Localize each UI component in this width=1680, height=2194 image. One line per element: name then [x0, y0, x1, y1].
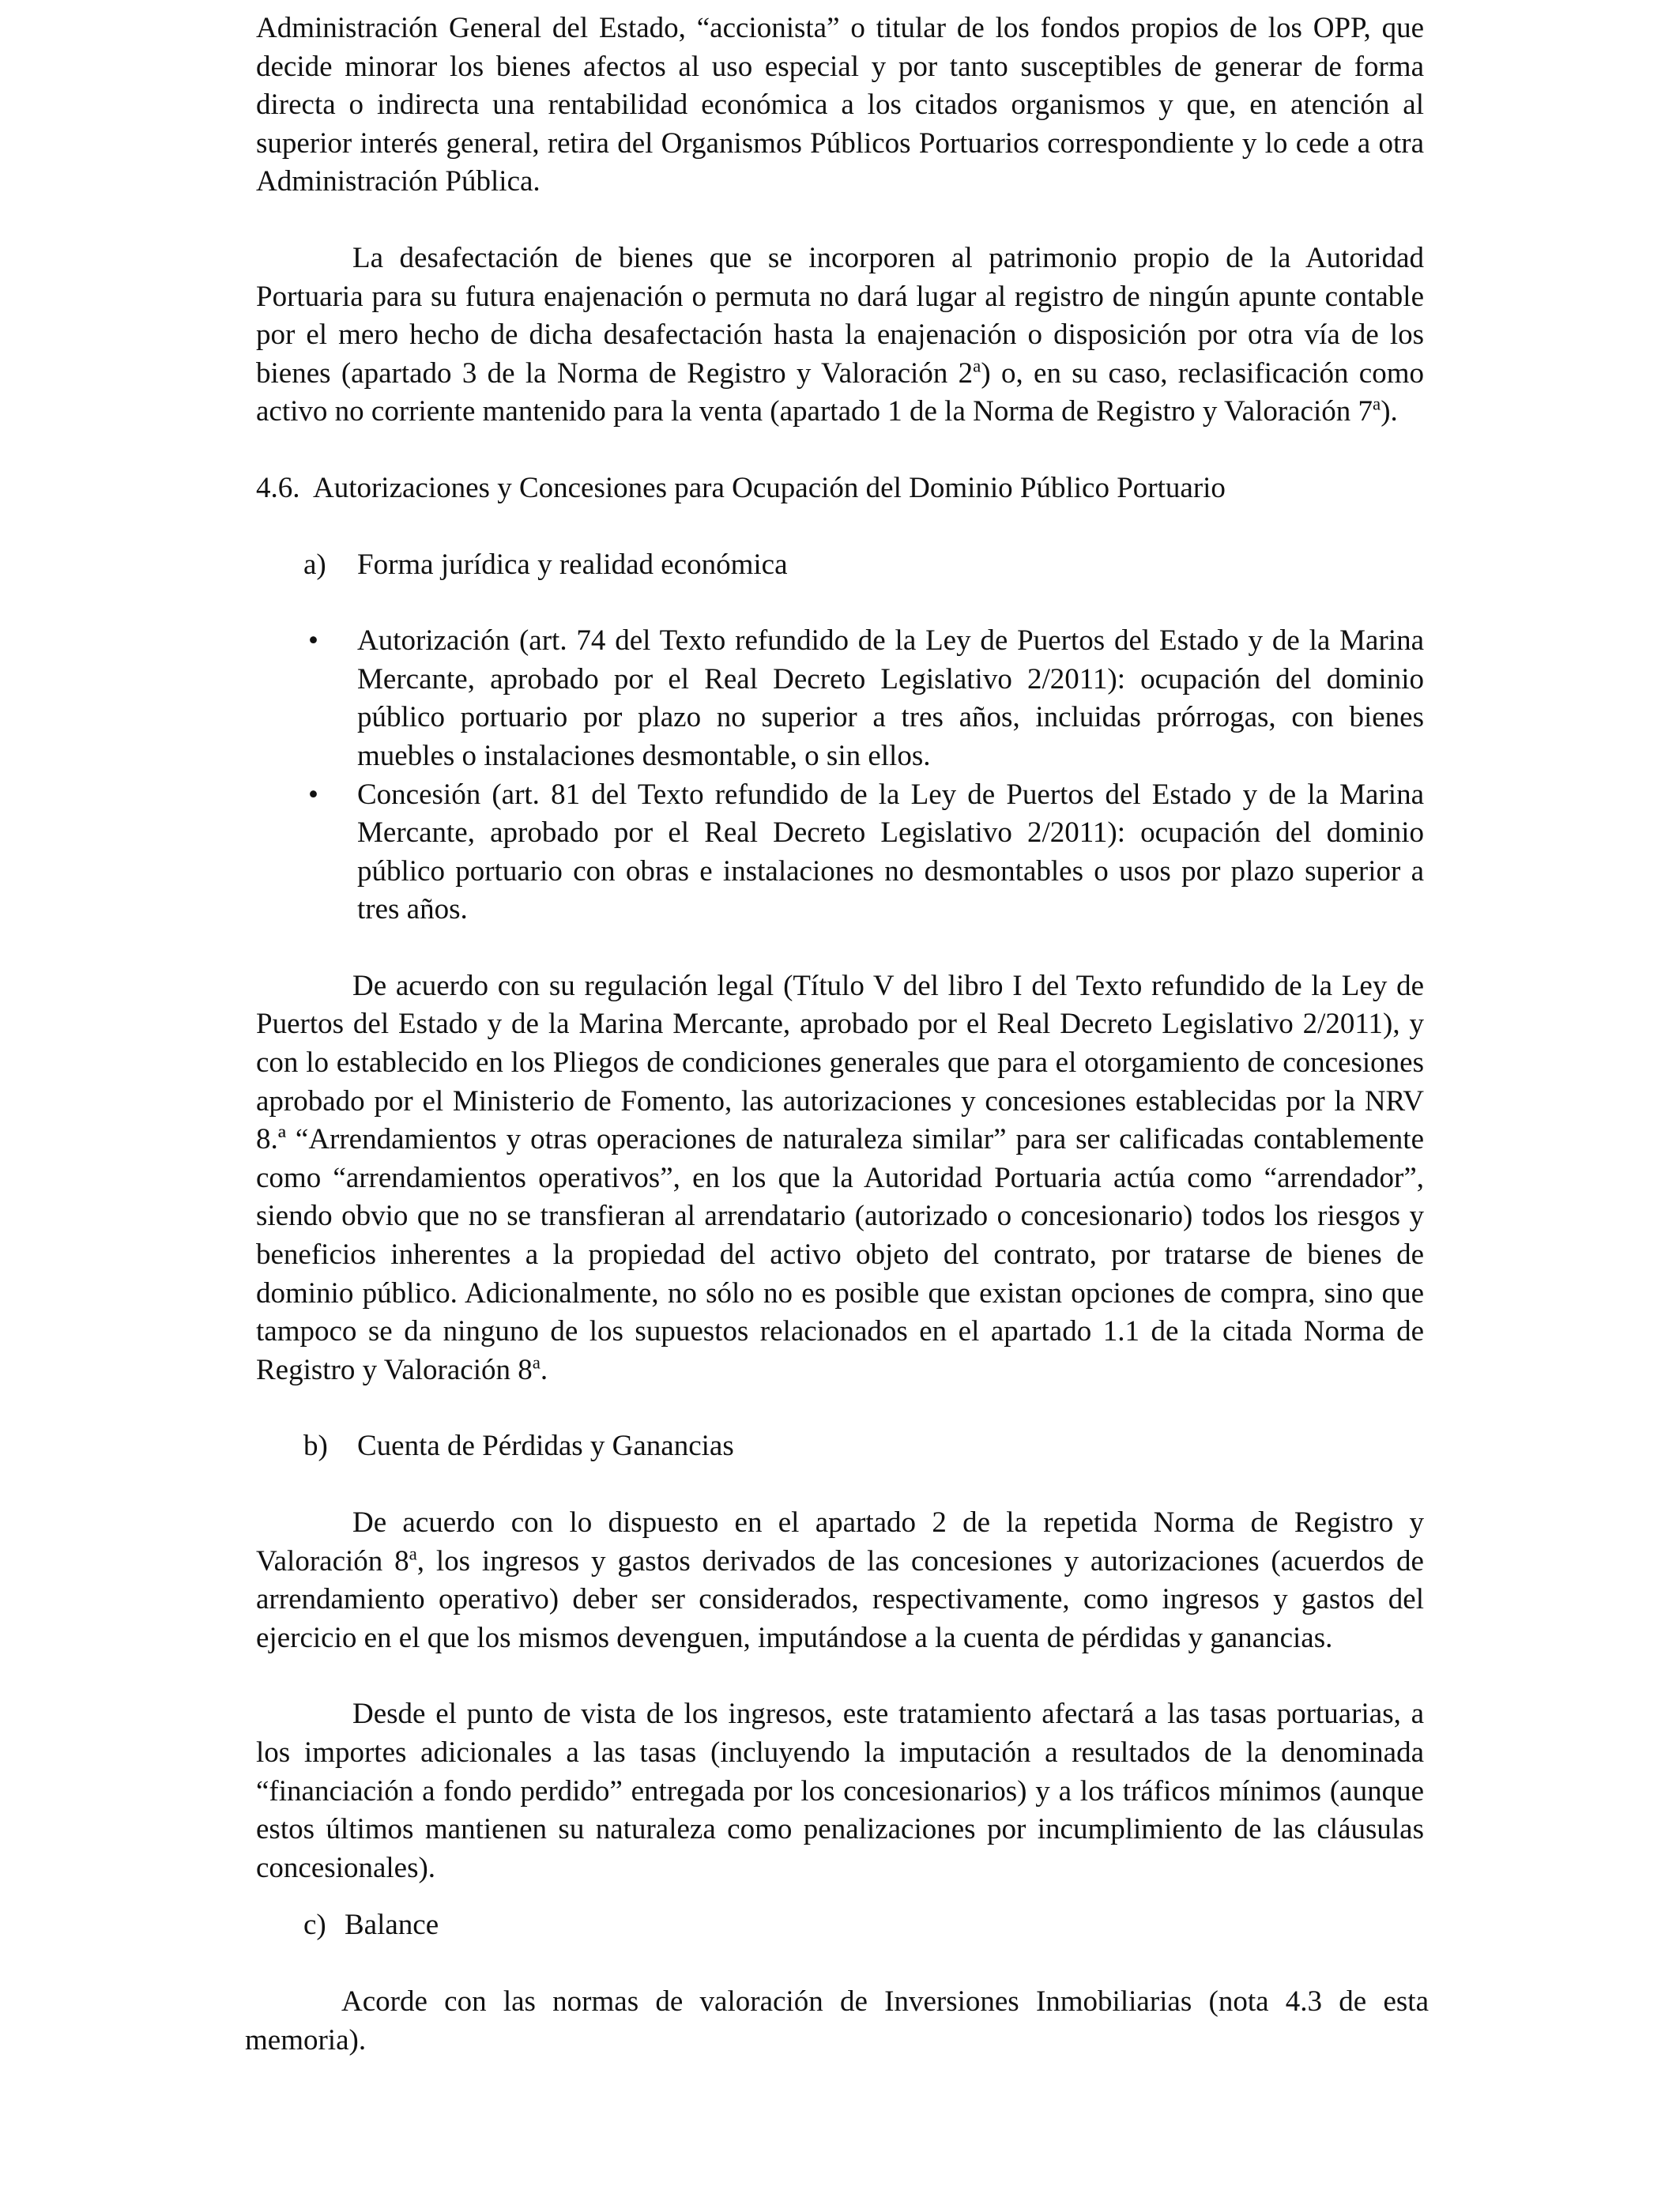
subsection-c-heading — [303, 1906, 1424, 1945]
bullet-item-autorizacion — [256, 622, 1424, 775]
subsection-marker: a) — [303, 548, 326, 581]
paragraph-regulacion-text: De acuerdo con su regulación legal (Título V del libro I del Texto refundido de la Ley de Puertos del Estado y de la Marina Mercante, aprobado por el Real Decreto Legislativo 2/2011), y con lo establecido en los Pliegos de condiciones generales que para el otorgamiento de concesiones aprobado por el Ministerio de Fomento, las autorizaciones y concesiones establecidas por la NRV 8.ª “Arrendamientos y otras operaciones de naturaleza similar” para ser calificadas contablemente como “arrendamientos operativos”, en los que la Autoridad Portuaria actúa como “arrendador”, siendo obvio que no se transfieran al arrendatario (autorizado o concesionario) todos los riesgos y beneficios inherentes a la propiedad del activo objeto del contrato, por tratarse de bienes de dominio público. Adicionalmente, no sólo no es posible que existan opciones de compra, sino que tampoco se da ninguno de los supuestos relacionados en el apartado 1.1 de la citada Norma de Registro y Valoración 8 — [256, 969, 1424, 1386]
superscript-a: a — [973, 356, 981, 375]
subsection-b-heading — [303, 1427, 1424, 1466]
subsection-a-heading — [303, 546, 1424, 585]
paragraph-ingresos: Desde el punto de vista de los ingresos, este tratamiento afectará a las tasas portuarias, a los importes adicionales a las tasas (incluyendo la imputación a resultados de la denominada “financiación a fondo perdido” entregada por los concesionarios) y a los tráficos mínimos (aunque estos últimos mantienen su naturaleza como penalizaciones por incumplimiento de las cláusulas concesionales). — [256, 1698, 1424, 1884]
section-number: 4.6. — [256, 471, 300, 504]
bullet-icon: • — [308, 624, 318, 658]
superscript-a: a — [409, 1543, 417, 1563]
paragraph-regulacion — [256, 967, 1424, 1390]
paragraph-norma-registro — [256, 1504, 1424, 1657]
subsection-title: Balance — [345, 1909, 439, 1942]
paragraph-norma-text-b: , los ingresos y gastos derivados de las concesiones y autorizaciones (acuerdos de arrendamiento operativo) deber ser considerados, respectivamente, como ingresos y gastos del ejercicio en el que los mismos devenguen, imputándose a la cuenta de pérdidas y ganancias. — [256, 1544, 1424, 1654]
superscript-a: a — [1373, 394, 1381, 414]
bullet-item-concesion — [256, 776, 1424, 929]
subsection-marker: b) — [303, 1430, 328, 1463]
bullet-icon: • — [308, 778, 318, 811]
paragraph-balance: Acorde con las normas de valoración de Inversiones Inmobiliarias (nota 4.3 de esta memoria). — [245, 1985, 1429, 2056]
superscript-a: a — [532, 1352, 541, 1373]
bullet-text: Concesión (art. 81 del Texto refundido de la Ley de Puertos del Estado y de la Marina Mercante, aprobado por el Real Decreto Legislativo 2/2011): ocupación del dominio público portuario con obras e instalaciones no desmontables o usos por plazo superior a tres años. — [357, 778, 1424, 926]
subsection-marker: c) — [303, 1909, 326, 1942]
paragraph-norma-text-a: De acuerdo con lo dispuesto en el apartado 2 de la repetida Norma de Registro y Valoración 8 — [256, 1506, 1424, 1578]
bullet-text: Autorización (art. 74 del Texto refundido de la Ley de Puertos del Estado y de la Marina Mercante, aprobado por el Real Decreto Legislativo 2/2011): ocupación del dominio público portuario por plazo no superior a tres años, incluidas prórrogas, con bienes muebles o instalaciones desmontable, o sin ellos. — [357, 624, 1424, 772]
section-heading — [256, 469, 1424, 508]
paragraph-regulacion-end: . — [540, 1353, 548, 1386]
paragraph-desafectacion — [256, 239, 1424, 432]
subsection-title: Forma jurídica y realidad económica — [357, 548, 788, 581]
bullet-list — [256, 622, 1424, 929]
subsection-title: Cuenta de Pérdidas y Ganancias — [357, 1430, 734, 1463]
document-page — [245, 9, 1429, 2060]
paragraph-desafectacion-text-b: ) o, en su caso, reclasificación como activo no corriente mantenido para la venta (apartado 1 de la Norma de Registro y Valoración 7 — [256, 356, 1424, 428]
paragraph-balance-wrapper — [245, 1983, 1429, 2060]
paragraph-desafectacion-text-c: ). — [1381, 395, 1398, 428]
paragraph-administracion: Administración General del Estado, “accionista” o titular de los fondos propios de los OPP, que decide minorar los bienes afectos al uso especial y por tanto susceptibles de generar de forma directa o indirecta una rentabilidad económica a los citados organismos y que, en atención al superior interés general, retira del Organismos Públicos Portuarios correspondiente y lo cede a otra Administración Pública. — [256, 12, 1424, 198]
section-title: Autorizaciones y Concesiones para Ocupación del Dominio Público Portuario — [312, 471, 1226, 504]
paragraph-desafectacion-text-a: La desafectación de bienes que se incorporen al patrimonio propio de la Autoridad Portuaria para su futura enajenación o permuta no dará lugar al registro de ningún apunte contable por el mero hecho de dicha desafectación hasta la enajenación o disposición por otra vía de los bienes (apartado 3 de la Norma de Registro y Valoración 2 — [256, 241, 1424, 390]
